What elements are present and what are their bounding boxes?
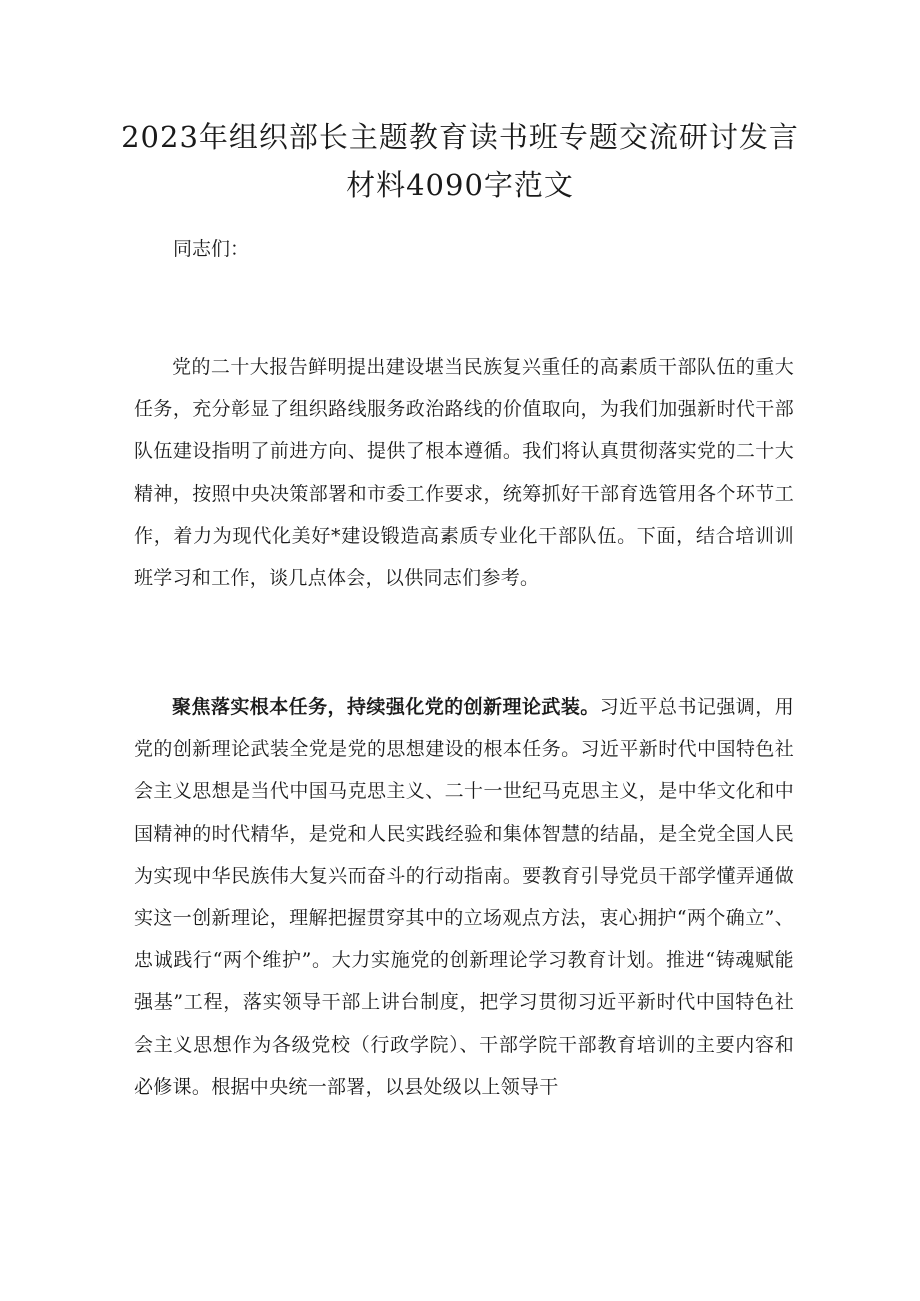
paragraph-section-1: [134, 686, 794, 1108]
salutation: 同志们：: [173, 238, 250, 260]
document-title-line-1: 2023年组织部长主题教育读书班专题交流研讨发言: [121, 120, 799, 154]
section-body: 习近平总书记强调，用党的创新理论武装全党是党的思想建设的根本任务。习近平新时代中国特色社会主义思想是当代中国马克思主义、二十一世纪马克思主义，是中华文化和中国精神的时代精华，是党和人民实践经验和集体智慧的结晶，是全党全国人民为实现中华民族伟大复兴而奋斗的行动指南。要教育引导党员干部学懂弄通做实这一创新理论，理解把握贯穿其中的立场观点方法，衷心拥护“两个确立”、忠诚践行“两个维护”。大力实施党的创新理论学习教育计划。推进“铸魂赋能强基”工程，落实领导干部上讲台制度，把学习贯彻习近平新时代中国特色社会主义思想作为各级党校（行政学院）、干部学院干部教育培训的主要内容和必修课。根据中央统一部署，以县处级以上领导干: [134, 696, 794, 1098]
document-title-line-2: 材料4090字范文: [346, 168, 574, 202]
section-heading: 聚焦落实根本任务，持续强化党的创新理论武装。: [172, 696, 600, 718]
paragraph-intro: 党的二十大报告鲜明提出建设堪当民族复兴重任的高素质干部队伍的重大任务，充分彰显了组织路线服务政治路线的价值取向，为我们加强新时代干部队伍建设指明了前进方向、提供了根本遵循。我们将认真贯彻落实党的二十大精神，按照中央决策部署和市委工作要求，统筹抓好干部育选管用各个环节工作，着力为现代化美好*建设锻造高素质专业化干部队伍。下面，结合培训训班学习和工作，谈几点体会，以供同志们参考。: [134, 356, 794, 590]
